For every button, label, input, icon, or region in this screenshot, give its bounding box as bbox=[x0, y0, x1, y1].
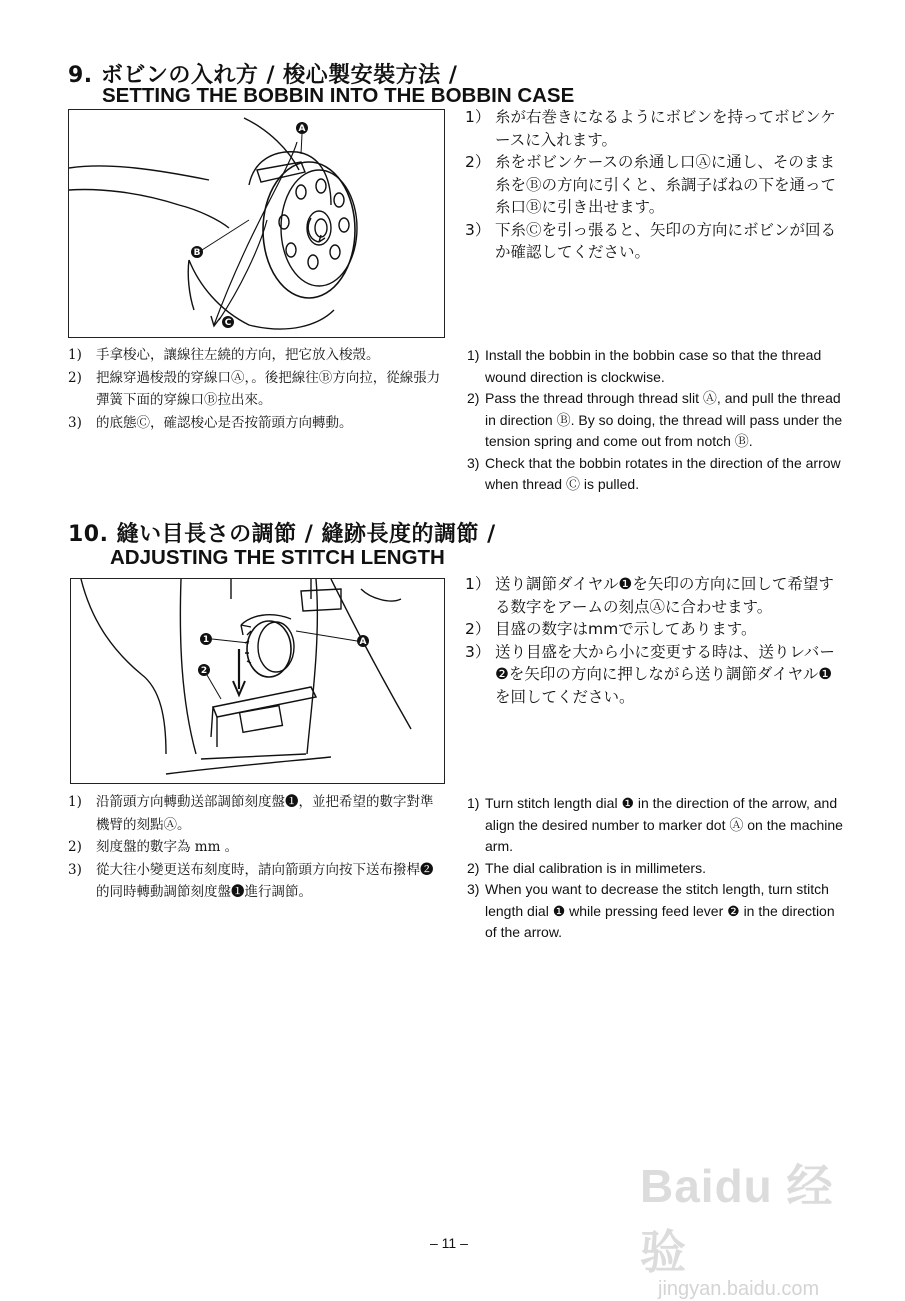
stitch-dial-figure bbox=[70, 578, 445, 784]
zh-step-2: 2) 刻度盤的數字為 mm 。 bbox=[68, 839, 239, 855]
section-9-en-steps bbox=[467, 345, 845, 496]
section-10-zh-steps bbox=[68, 791, 446, 904]
en-step-1: 1) Install the bobbin in the bobbin case so that the thread wound direction is clockwise. bbox=[467, 347, 822, 385]
zh-step-3: 3) 從大往小變更送布刻度時，請向箭頭方向按下送布撥桿❷的同時轉動調節刻度盤❶進行調節。 bbox=[68, 861, 434, 900]
svg-text:A: A bbox=[359, 637, 367, 647]
jp-step-2: 2） 目盛の数字はmmで示してあります。 bbox=[465, 620, 757, 638]
section-10-title-jp: 10. 縫い目長さの調節 / 縫跡長度的調節 / bbox=[68, 522, 496, 547]
jp-step-1: 1） 糸が右巻きになるようにボビンを持ってボビンケースに入れます。 bbox=[465, 108, 836, 149]
bobbin-illustration bbox=[69, 110, 443, 336]
jp-step-3: 3） 送り目盛を大から小に変更する時は、送りレバー❷を矢印の方向に押しながら送り調節ダイヤル❶を回してください。 bbox=[465, 642, 835, 706]
section-9-jp-steps bbox=[465, 106, 845, 264]
section-10-en-steps bbox=[467, 793, 845, 944]
zh-step-2: 2) 把線穿過梭殼的穿線口Ⓐ，。後把線往Ⓑ方向拉，從線張力彈簧下面的穿線口Ⓑ拉出來。 bbox=[68, 369, 441, 408]
page-number: – 11 – bbox=[430, 1235, 468, 1251]
zh-step-1: 1) 沿箭頭方向轉動送部調節刻度盤❶，並把希望的數字對準機臂的刻點Ⓐ。 bbox=[68, 794, 434, 833]
jp-step-1: 1） 送り調節ダイヤル❶を矢印の方向に回して希望する数字をアームの刻点Ⓐに合わせます。 bbox=[465, 575, 834, 616]
en-step-3: 3) When you want to decrease the stitch length, turn stitch length dial ❶ while pressing feed lever ❷ in the direction of the arrow. bbox=[467, 881, 835, 940]
stitch-dial-illustration bbox=[71, 579, 443, 782]
watermark-url: jingyan.baidu.com bbox=[658, 1278, 820, 1300]
jp-step-3: 3） 下糸Ⓒを引っ張ると、矢印の方向にボビンが回るか確認してください。 bbox=[465, 220, 837, 261]
en-step-2: 2) The dial calibration is in millimeters. bbox=[467, 859, 706, 876]
section-9-title-jp: 9. ボビンの入れ方 / 梭心製安裝方法 / bbox=[68, 63, 458, 88]
baidu-watermark bbox=[640, 1150, 870, 1301]
bobbin-figure bbox=[68, 109, 445, 338]
en-step-2: 2) Pass the thread through thread slit Ⓐ, and pull the thread in direction Ⓑ. By so doing, the thread will pass under the tension spring and come out from notch Ⓑ. bbox=[467, 390, 843, 449]
zh-step-3: 3) 的底態Ⓒ，確認梭心是否按箭頭方向轉動。 bbox=[68, 414, 353, 431]
zh-step-1: 1) 手拿梭心，讓線往左繞的方向，把它放入梭殼。 bbox=[68, 347, 380, 363]
en-step-3: 3) Check that the bobbin rotates in the direction of the arrow when thread Ⓒ is pulled. bbox=[467, 454, 841, 492]
svg-text:2: 2 bbox=[200, 666, 208, 676]
svg-text:A: A bbox=[298, 124, 306, 134]
watermark-brand: Baidu 经验 bbox=[640, 1160, 834, 1278]
svg-text:C: C bbox=[224, 318, 232, 328]
jp-step-2: 2） 糸をボビンケースの糸通し口Ⓐに通し、そのまま糸をⒷの方向に引くと、糸調子ばねの下を通って糸口Ⓑに引き出せます。 bbox=[465, 153, 837, 216]
svg-text:1: 1 bbox=[202, 635, 210, 645]
section-10-title-en: ADJUSTING THE STITCH LENGTH bbox=[110, 546, 445, 569]
section-10-jp-steps bbox=[465, 573, 845, 708]
section-9-zh-steps bbox=[68, 344, 446, 434]
en-step-1: 1) Turn stitch length dial ❶ in the direction of the arrow, and align the desired number to marker dot Ⓐ on the machine arm. bbox=[467, 795, 843, 854]
section-9-title-en: SETTING THE BOBBIN INTO THE BOBBIN CASE bbox=[102, 84, 575, 107]
svg-text:B: B bbox=[193, 248, 201, 258]
